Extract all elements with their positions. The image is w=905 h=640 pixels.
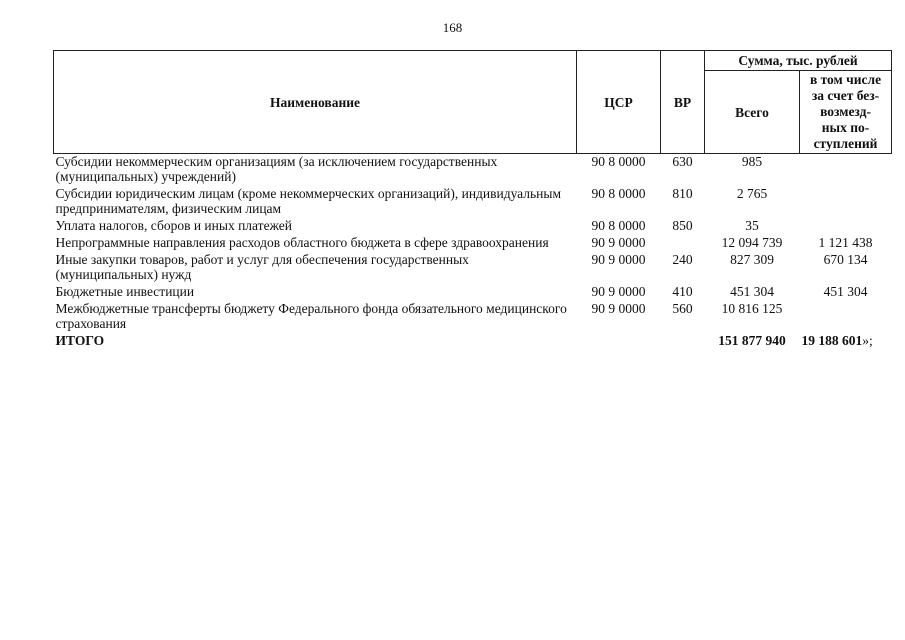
row-name: Непрограммные направления расходов областного бюджета в сфере здравоохранения [55, 235, 549, 250]
header-total: Всего [705, 71, 800, 154]
header-including: в том числе за счет без- возмезд- ных по- ступлений [800, 71, 892, 154]
row-name: Межбюджетные трансферты бюджету Федерального фонда обязательного медицинского страхования [55, 301, 567, 331]
table-row [54, 235, 892, 252]
row-name: Иные закупки товаров, работ и услуг для обеспечения государственных (муниципальных) нужд [55, 252, 469, 282]
table-row [54, 284, 892, 301]
row-including [800, 154, 892, 187]
table-row [54, 252, 892, 284]
table-row [54, 218, 892, 235]
header-csr: ЦСР [577, 51, 661, 154]
row-name: Бюджетные инвестиции [55, 284, 195, 299]
table-row [54, 154, 892, 187]
table-row [54, 301, 892, 333]
page-number: 168 [442, 20, 463, 35]
row-including [800, 301, 892, 333]
row-vr: 240 [672, 252, 693, 267]
row-including [800, 186, 892, 218]
row-total: 2 765 [736, 186, 768, 201]
row-total: 10 816 125 [721, 301, 783, 316]
total-csr-empty [577, 333, 661, 348]
header-vr: ВР [661, 51, 705, 154]
row-vr [661, 235, 705, 252]
row-including [800, 218, 892, 235]
row-csr: 90 8 0000 [591, 154, 646, 169]
row-vr: 630 [672, 154, 693, 169]
row-csr: 90 9 0000 [591, 301, 646, 316]
total-sum: 151 877 940 [718, 333, 786, 348]
header-sum-group: Сумма, тыс. рублей [705, 51, 892, 71]
row-csr: 90 9 0000 [591, 252, 646, 267]
table-body [54, 154, 892, 349]
row-including: 1 121 438 [818, 235, 873, 250]
row-total: 985 [741, 154, 763, 169]
table-row [54, 186, 892, 218]
row-total: 451 304 [730, 284, 774, 299]
row-vr: 850 [672, 218, 693, 233]
total-vr-empty [661, 333, 705, 348]
row-total: 12 094 739 [721, 235, 783, 250]
row-name: Субсидии некоммерческим организациям (за исключением государственных (муниципальных) учреждений) [55, 154, 498, 184]
budget-table [53, 50, 892, 348]
header-name: Наименование [54, 51, 577, 154]
row-csr: 90 9 0000 [591, 235, 646, 250]
row-csr: 90 9 0000 [591, 284, 646, 299]
row-total: 35 [745, 218, 759, 233]
row-csr: 90 8 0000 [591, 218, 646, 233]
table-header [54, 51, 892, 154]
total-including-cell [800, 333, 892, 348]
row-including: 670 134 [823, 252, 868, 267]
total-suffix: »; [862, 333, 873, 348]
total-label: ИТОГО [55, 333, 105, 348]
row-name: Субсидии юридическим лицам (кроме некоммерческих организаций), индивидуальным предпринимателям, физическим лицам [55, 186, 562, 216]
row-including: 451 304 [823, 284, 868, 299]
row-name: Уплата налогов, сборов и иных платежей [55, 218, 292, 233]
total-row [54, 333, 892, 348]
total-including: 19 188 601 [801, 333, 863, 348]
row-csr: 90 8 0000 [591, 186, 646, 201]
row-total: 827 309 [730, 252, 774, 267]
row-vr: 810 [672, 186, 693, 201]
row-vr: 560 [672, 301, 693, 316]
row-vr: 410 [672, 284, 693, 299]
